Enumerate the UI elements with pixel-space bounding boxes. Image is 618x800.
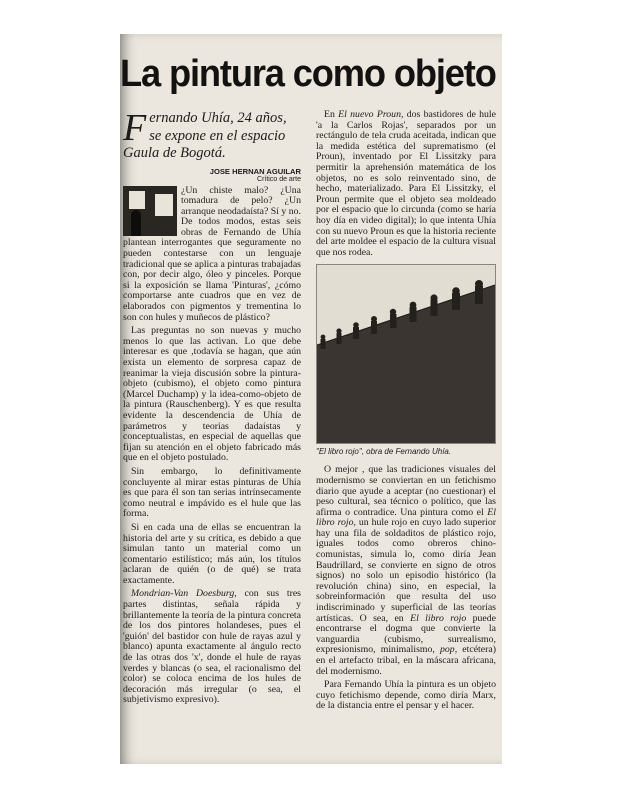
left-paragraph: Sin embargo, lo definitivamente concluyente al mirar estas pinturas de Uhía es que para él son tan serias intrínsecamente como neutral e impávido es el hule que las forma. (123, 465, 301, 520)
deck-text: ernando Uhía, 24 años, se expone en el espacio Gaula de Bogotá. (123, 110, 287, 161)
paragraph-text: dos bastidores de hule 'a la Carlos Rojas', separados por un rectángulo de tela cruda aceitada, indican que la medida estética del suprematismo (el Proun), inventado por El Lissitzky para permitir la aprehensión matemática de los objetos, no es solo reinventado sino, de hecho, materializado. Para El Lissitzky, el Proun permite que el objeto sea moldeado por el espacio que lo circunda (como se haría hoy día en video digital); lo que intenta Uhía con su nuevo Proun es que la historia reciente del arte moldee el espacio de la cultura visual que nos rodea. (316, 109, 496, 258)
artwork-photo (316, 264, 496, 444)
artwork-title: El nuevo Proun, (338, 109, 404, 120)
left-paragraph (123, 589, 301, 706)
left-paragraph: Las preguntas no son nuevas y mucho menos lo que las activan. Lo que debe interesar es que ,todavía se hagan, que aún exista un elemento de sorpresa capaz de reanimar la vieja discusión sobre la pintura-objeto (cubismo), el objeto como pintura (Marcel Duchamp) y la idea-como-objeto de la pintura (Rauschenberg). Y es que resulta evidente la descendencia de Uhía de parámetros y teorías dadaístas y conceptualistas, en especial de aquellas que fijan su atención en el objeto fabricado más que en el objeto postulado. (123, 325, 301, 464)
deck (123, 107, 301, 163)
right-paragraph (316, 110, 496, 258)
left-column (123, 107, 301, 709)
byline-role: Crítico de arte (257, 175, 301, 183)
drop-cap: F (123, 107, 147, 149)
byline-name: JOSE HERNAN AGUILAR (209, 166, 301, 176)
paragraph-text: con sus tres partes distintas, señala rápida y brillantemente la teoría de la pintura concreta de los dos pintores holandeses, pues el 'guión' del bastidor con hule de rayas azul y blanco) apunta exactamente al ángulo recto de las otras dos 'x', donde el hule de rayas verdes y blancas (o sea, el racionalismo del color) se coloca encima de los hules de decoración más irregular (o sea, el subjetivismo expresivo). (123, 588, 301, 706)
paragraph-text: En (324, 109, 339, 120)
author-photo (123, 186, 177, 236)
paragraph-text: puede encontrarse el dogma que convierte la vanguardia (cubismo, surrealismo, expresionismo, minimalismo, (316, 612, 497, 656)
right-paragraph (316, 465, 496, 677)
right-paragraph: Para Fernando Uhía la pintura es un objeto cuyo fetichismo depende, como diría Marx, de la distancia entre el pensar y el hacer. (316, 679, 496, 712)
photo-caption: "El libro rojo", obra de Fernando Uhía. (316, 447, 452, 457)
paragraph-text: etcétera) en el artefacto tribal, en la máscara africana, del modernismo. (316, 644, 496, 677)
artwork-title: Mondrian-Van Doesburg, (131, 588, 237, 600)
left-paragraph: ¿Un chiste malo? ¿Una tomadura de pelo? ¿Un arranque neodadaísta? Sí y no. De todos modos, estas seis obras de Fernando de Uhía plantean interrogantes que seguramente no pueden contestarse con un lenguaje tradicional que se aplica a pinturas trabajadas con, por decir algo, óleo y pinceles. Porque si la exposición se llama 'Pinturas', ¿cómo comportarse ante cuadros que en vez de elaborados con pigmentos y trementina lo son con hules y muñecos de plástico? (123, 184, 301, 323)
right-column (316, 110, 496, 715)
emphasis: pop, (440, 644, 458, 656)
paragraph-text: un hule rojo en cuyo lado superior hay una fila de soldaditos de plástico rojo, iguales todos como obreros chino-comunistas, simula lo, como diría Jean Baudrillard, se convierte en signo de otros signos) no solo un episodio histórico (la revolución china) sino, en especial, la sobreinformación que resulta del uso indiscriminado y superficial de las teorías artísticas. O sea, en (316, 517, 496, 624)
artwork-title: El libro rojo, (316, 506, 496, 529)
headline: La pintura como objeto (120, 53, 496, 95)
left-paragraph: Si en cada una de ellas se encuentran la historia del arte y su crítica, es debido a que simulan tanto un material como un comentario estilístico; más aún, los títulos aclaran de quién (o de qué) se trata exactamente. (123, 521, 301, 586)
newspaper-clipping (120, 34, 502, 764)
paragraph-text: O mejor , que las tradiciones visuales del modernismo se conviertan en un fetichismo diario que ayude a aceptar (no cuestionar) el peso cultural, sea técnico o político, que las afirma o contradice. Una pintura como el (316, 464, 496, 518)
artwork-title: El libro rojo (410, 612, 467, 624)
